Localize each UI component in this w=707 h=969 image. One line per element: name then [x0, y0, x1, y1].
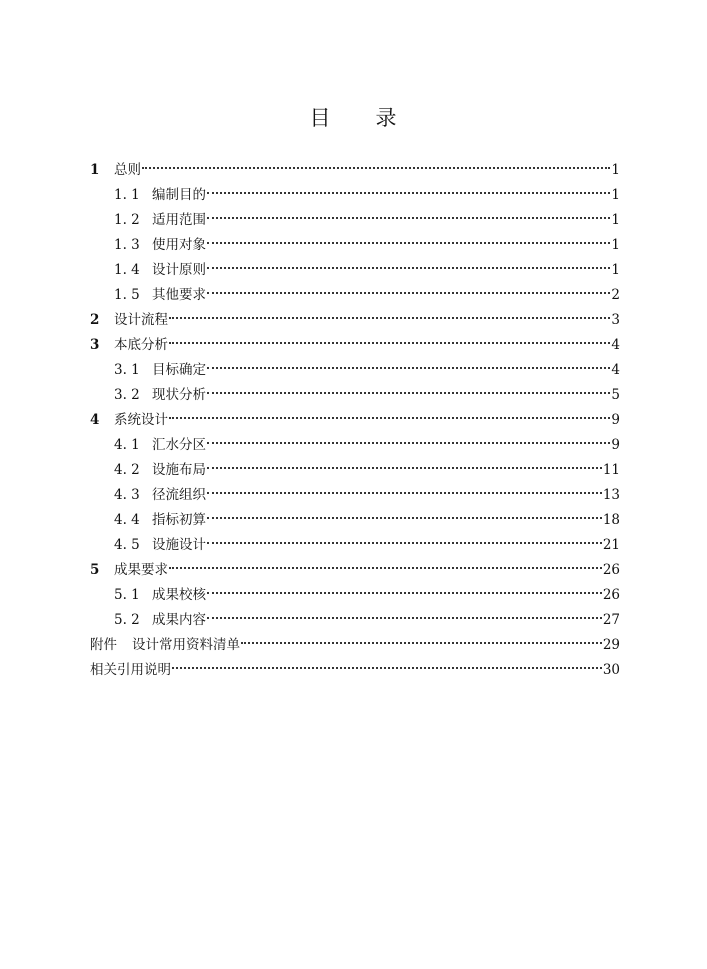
toc-entry-label: 汇水分区: [152, 437, 206, 453]
toc-entry[interactable]: [90, 233, 620, 258]
toc-entry-number: 3: [90, 337, 100, 353]
toc-entry-page-number: 26: [602, 587, 620, 603]
toc-entry[interactable]: [90, 258, 620, 283]
toc-entry[interactable]: [90, 308, 620, 333]
toc-entry[interactable]: [90, 483, 620, 508]
table-of-contents: [90, 158, 620, 683]
toc-entry-page-number: 1: [611, 162, 620, 178]
toc-entry-number: 1. 1: [114, 187, 140, 203]
toc-entry-number: 5. 2: [114, 612, 140, 628]
toc-dot-leader: [207, 241, 610, 244]
toc-dot-leader: [207, 616, 602, 619]
toc-entry-label: 径流组织: [152, 487, 206, 503]
toc-entry-page-number: 1: [611, 212, 620, 228]
toc-dot-leader: [207, 266, 610, 269]
toc-entry-label: 设计常用资料清单: [132, 637, 240, 653]
toc-entry-label: 适用范围: [152, 212, 206, 228]
toc-entry-label: 成果校核: [152, 587, 206, 603]
toc-dot-leader: [207, 491, 602, 494]
toc-entry[interactable]: [90, 408, 620, 433]
toc-entry-label: 成果内容: [152, 612, 206, 628]
toc-dot-leader: [169, 341, 610, 344]
toc-dot-leader: [207, 291, 610, 294]
toc-dot-leader: [169, 416, 610, 419]
toc-entry[interactable]: [90, 433, 620, 458]
page-title: [0, 103, 707, 133]
toc-entry-page-number: 27: [602, 612, 620, 628]
toc-dot-leader: [207, 441, 610, 444]
toc-entry-number: 1. 2: [114, 212, 140, 228]
toc-dot-leader: [169, 316, 610, 319]
toc-entry-label: 使用对象: [152, 237, 206, 253]
toc-entry[interactable]: [90, 658, 620, 683]
toc-dot-leader: [169, 566, 602, 569]
toc-entry-page-number: 1: [611, 237, 620, 253]
toc-entry-label: 设施布局: [152, 462, 206, 478]
toc-entry-page-number: 5: [611, 387, 620, 403]
toc-dot-leader: [207, 541, 602, 544]
toc-dot-leader: [207, 366, 610, 369]
toc-entry-number: 附件: [90, 637, 117, 653]
toc-entry-number: 1: [90, 162, 100, 178]
toc-entry-page-number: 13: [602, 487, 620, 503]
toc-entry-page-number: 9: [611, 412, 620, 428]
toc-dot-leader: [207, 466, 602, 469]
toc-entry-number: 1. 5: [114, 287, 140, 303]
toc-entry[interactable]: [90, 383, 620, 408]
toc-entry-number: 4. 5: [114, 537, 140, 553]
toc-entry-number: 1. 3: [114, 237, 140, 253]
toc-entry-label: 设计原则: [152, 262, 206, 278]
toc-entry-page-number: 3: [611, 312, 620, 328]
toc-entry-number: 4. 1: [114, 437, 140, 453]
toc-entry-label: 成果要求: [114, 562, 168, 578]
toc-entry-page-number: 4: [611, 337, 620, 353]
toc-entry-page-number: 11: [602, 462, 620, 478]
toc-entry-number: 3. 1: [114, 362, 140, 378]
toc-dot-leader: [172, 666, 602, 669]
toc-entry[interactable]: [90, 583, 620, 608]
toc-dot-leader: [207, 516, 602, 519]
toc-entry-number: 4. 3: [114, 487, 140, 503]
toc-entry[interactable]: [90, 533, 620, 558]
toc-entry-label: 系统设计: [114, 412, 168, 428]
toc-entry-number: 5: [90, 562, 100, 578]
toc-entry-label: 编制目的: [152, 187, 206, 203]
toc-dot-leader: [207, 216, 610, 219]
toc-entry[interactable]: [90, 358, 620, 383]
toc-entry[interactable]: [90, 508, 620, 533]
toc-entry-label: 设计流程: [114, 312, 168, 328]
toc-entry-page-number: 29: [602, 637, 620, 653]
toc-entry[interactable]: [90, 183, 620, 208]
toc-dot-leader: [241, 641, 602, 644]
toc-entry-page-number: 21: [602, 537, 620, 553]
toc-entry[interactable]: [90, 558, 620, 583]
toc-entry-page-number: 18: [602, 512, 620, 528]
toc-entry-number: 4: [90, 412, 100, 428]
toc-entry-page-number: 1: [611, 187, 620, 203]
toc-entry-page-number: 2: [611, 287, 620, 303]
toc-entry-label: 相关引用说明: [90, 662, 171, 678]
toc-entry-label: 现状分析: [152, 387, 206, 403]
toc-entry-number: 2: [90, 312, 100, 328]
toc-entry-number: 4. 4: [114, 512, 140, 528]
toc-entry[interactable]: [90, 158, 620, 183]
toc-dot-leader: [207, 391, 610, 394]
toc-entry-number: 4. 2: [114, 462, 140, 478]
toc-dot-leader: [207, 191, 610, 194]
toc-entry-page-number: 26: [602, 562, 620, 578]
toc-dot-leader: [142, 166, 610, 169]
toc-entry-page-number: 4: [611, 362, 620, 378]
toc-entry-label: 设施设计: [152, 537, 206, 553]
toc-entry[interactable]: [90, 208, 620, 233]
toc-entry-page-number: 30: [602, 662, 620, 678]
toc-entry[interactable]: [90, 333, 620, 358]
page-title-part1: 目: [309, 106, 332, 130]
toc-entry-label: 其他要求: [152, 287, 206, 303]
toc-entry[interactable]: [90, 458, 620, 483]
toc-entry-number: 1. 4: [114, 262, 140, 278]
toc-dot-leader: [207, 591, 602, 594]
toc-entry[interactable]: [90, 633, 620, 658]
toc-entry-label: 指标初算: [152, 512, 206, 528]
toc-entry-label: 总则: [114, 162, 141, 178]
toc-entry-label: 本底分析: [114, 337, 168, 353]
toc-entry[interactable]: [90, 283, 620, 308]
toc-entry-page-number: 1: [611, 262, 620, 278]
page-title-part2: 录: [375, 106, 398, 130]
toc-entry-number: 3. 2: [114, 387, 140, 403]
toc-entry-label: 目标确定: [152, 362, 206, 378]
toc-entry-page-number: 9: [611, 437, 620, 453]
toc-entry[interactable]: [90, 608, 620, 633]
toc-entry-number: 5. 1: [114, 587, 140, 603]
